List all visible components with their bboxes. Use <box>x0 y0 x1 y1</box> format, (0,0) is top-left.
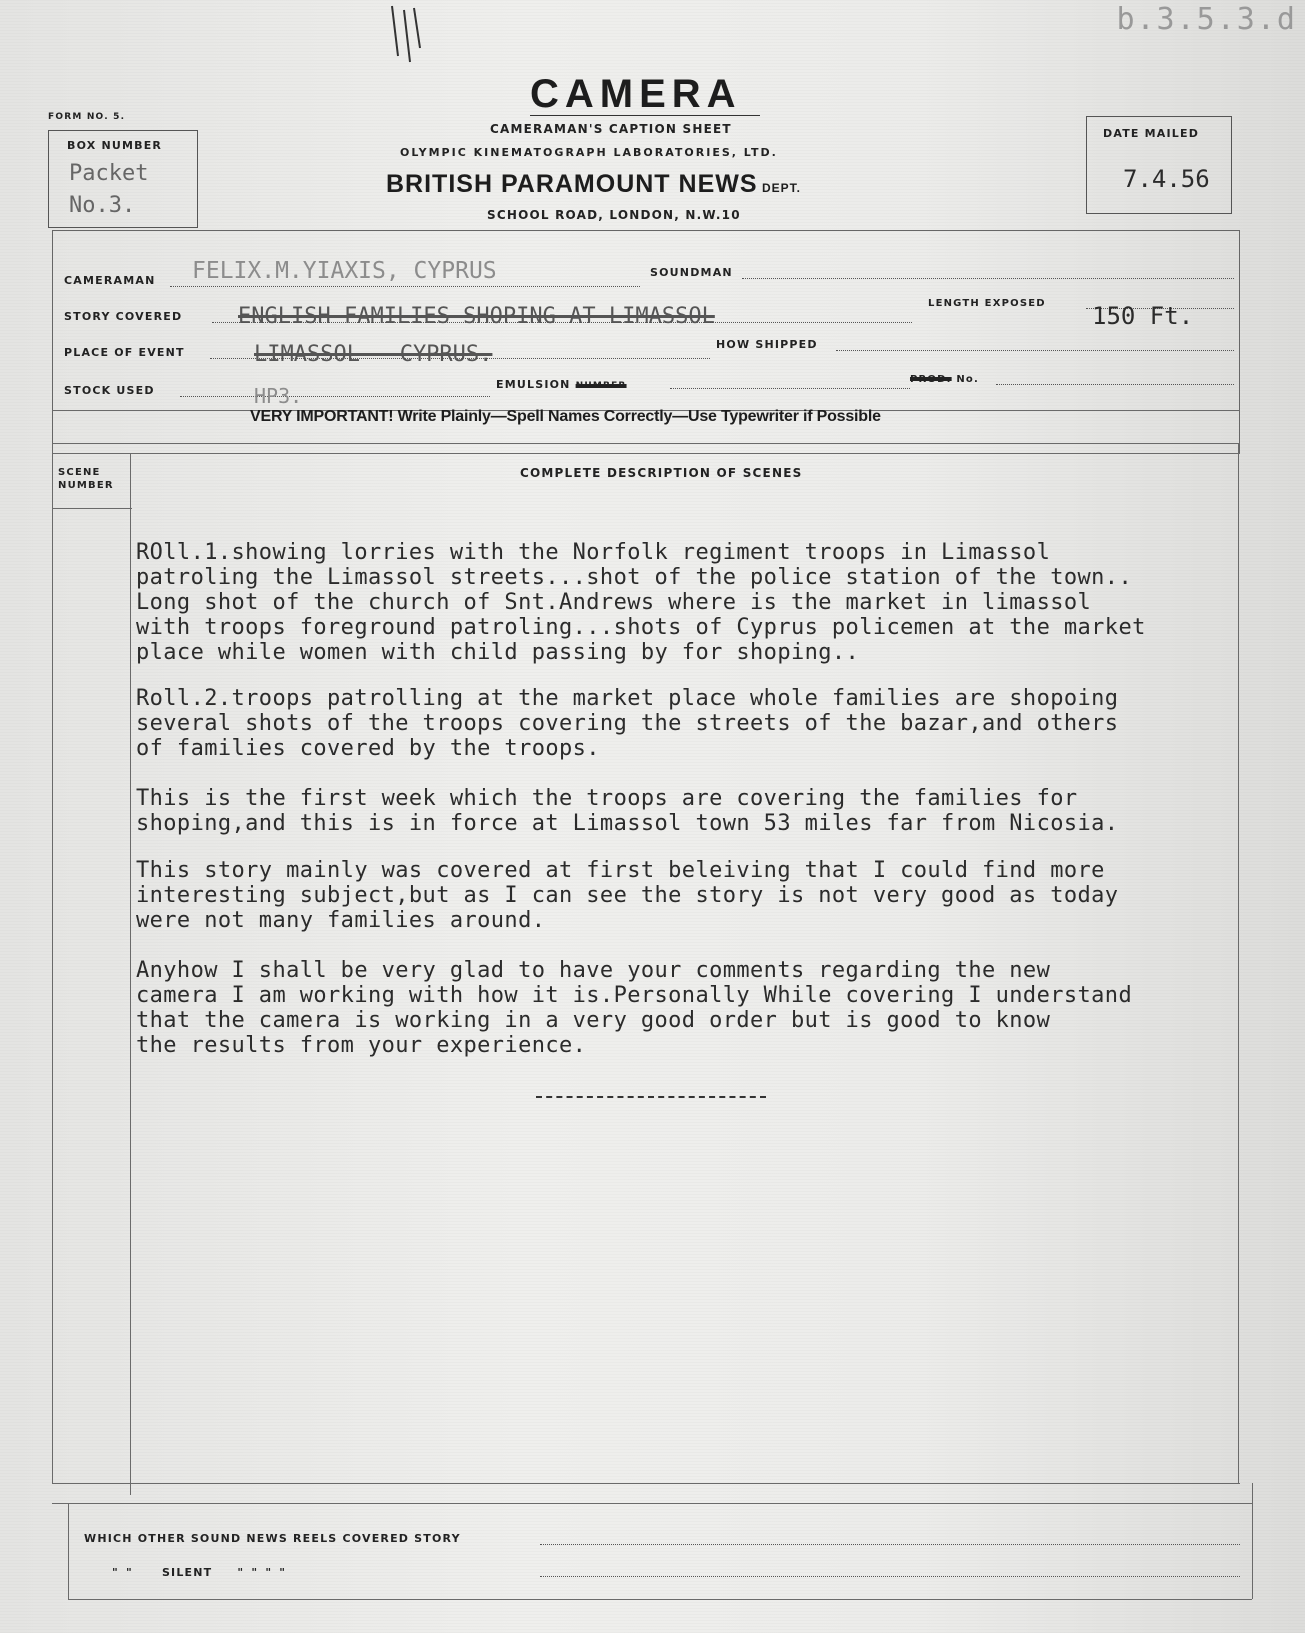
instruction-note: VERY IMPORTANT! Write Plainly—Spell Names Correctly—Use Typewriter if Possible <box>250 408 881 425</box>
closing-rule <box>536 1096 766 1098</box>
emulsion-label-text: EMULSION <box>496 378 571 391</box>
date-mailed-box <box>1086 116 1232 214</box>
silent-prefix-marks: " " <box>112 1566 133 1579</box>
silent-suffix-marks: " " " " <box>237 1566 287 1579</box>
story-covered-value: ENGLISH FAMILIES SHOPING AT LIMASSOL <box>238 304 715 329</box>
scene-paragraph: Roll.2.troops patrolling at the market place whole families are shopoing several shots of the troops covering the streets of the bazar,and others of families covered by the troops. <box>136 686 1119 761</box>
emulsion-label <box>496 378 627 391</box>
camera-title: CAMERA <box>530 72 742 116</box>
box-number-box <box>48 130 198 228</box>
reference-number: b.3.5.3.d <box>1116 2 1297 37</box>
box-number-line1: Packet <box>69 161 149 186</box>
soundman-label: SOUNDMAN <box>650 266 733 279</box>
cameraman-value: FELIX.M.YIAXIS, CYPRUS <box>192 258 497 284</box>
sheet-subtitle: CAMERAMAN'S CAPTION SHEET <box>490 122 732 136</box>
length-exposed-label: LENGTH EXPOSED <box>928 298 1046 309</box>
description-header: COMPLETE DESCRIPTION OF SCENES <box>520 466 803 480</box>
prod-no-label <box>910 374 979 385</box>
scene-paragraph: This story mainly was covered at first beleiving that I could find more interesting subject,but as I can see the story is not very good as today were not many families around. <box>136 858 1119 933</box>
scene-paragraph: ROll.1.showing lorries with the Norfolk regiment troops in Limassol patroling the Limassol streets...shot of the police station of the town.. Long shot of the church of Snt.Andrews where is the market in limassol with troops foreground patroling...shots of Cyprus policemen at the market place while women with child passing by for shoping.. <box>136 540 1146 665</box>
silent-row <box>112 1566 286 1579</box>
scene-header-line2: NUMBER <box>58 480 114 491</box>
place-of-event-label: PLACE OF EVENT <box>64 346 185 359</box>
stock-used-label: STOCK USED <box>64 384 155 397</box>
laboratory-name: OLYMPIC KINEMATOGRAPH LABORATORIES, LTD. <box>400 146 778 159</box>
handwritten-mark-left <box>386 4 426 64</box>
scene-number-header <box>58 466 114 492</box>
company-name-text: BRITISH PARAMOUNT NEWS <box>386 170 758 198</box>
scene-paragraph: Anyhow I shall be very glad to have your comments regarding the new camera I am working with how it is.Personally While covering I understand that the camera is working in a very good order but is good to know the results from your experience. <box>136 958 1133 1058</box>
length-exposed-value: 150 Ft. <box>1092 302 1194 330</box>
company-name <box>386 170 801 199</box>
cameraman-label: CAMERAMAN <box>64 274 156 287</box>
emulsion-number-label: NUMBER <box>575 381 627 391</box>
how-shipped-label: HOW SHIPPED <box>716 338 818 351</box>
date-mailed-value: 7.4.56 <box>1123 165 1210 193</box>
box-number-label: BOX NUMBER <box>67 139 163 152</box>
silent-label: SILENT <box>161 1566 213 1579</box>
box-number-line2: No.3. <box>69 193 136 218</box>
stock-used-value: HP3. <box>254 384 303 408</box>
other-reels-label: WHICH OTHER SOUND NEWS REELS COVERED STORY <box>84 1532 461 1545</box>
place-of-event-value: LIMASSOL --CYPRUS. <box>254 342 493 367</box>
story-covered-label: STORY COVERED <box>64 310 183 323</box>
form-number: FORM NO. 5. <box>48 112 126 122</box>
scene-header-line1: SCENE <box>58 467 101 478</box>
scene-paragraph: This is the first week which the troops are covering the families for shoping,and this is in force at Limassol town 53 miles far from Nicosia. <box>136 786 1119 836</box>
prod-label: PROD. <box>910 374 952 385</box>
no-label: No. <box>956 374 979 385</box>
company-address: SCHOOL ROAD, LONDON, N.W.10 <box>487 208 741 222</box>
date-mailed-label: DATE MAILED <box>1103 127 1200 140</box>
company-dept: DEPT. <box>761 181 801 195</box>
